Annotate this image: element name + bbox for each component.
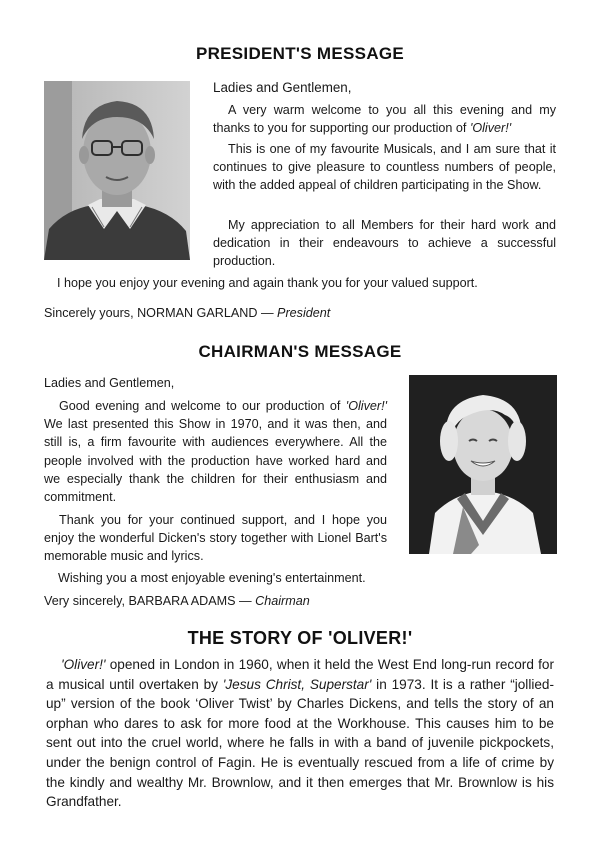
president-paragraph-2: This is one of my favourite Musicals, and I am sure that it continues to give pleasure to countless numbers of people, with the added appeal of children participating in the Show. [213,142,556,193]
story-jesus-christ-superstar: 'Jesus Christ, Superstar' [222,676,372,692]
story-paragraph [46,655,554,812]
president-paragraph-3: My appreciation to all Members for their hard work and dedication in their endeavours to achieve a successful production. [213,218,556,269]
president-photo [44,81,190,260]
chairman-greeting: Ladies and Gentlemen, [44,376,175,390]
president-closing: I hope you enjoy your evening and again thank you for your valued support. [57,276,478,290]
president-title: President [277,306,331,320]
chairman-signoff [44,592,310,610]
chairman-signoff-text: Very sincerely, BARBARA ADAMS — [44,594,256,608]
chairman-wishing: Wishing you a most enjoyable evening's entertainment. [58,571,366,585]
chairman-show-title: 'Oliver!' [345,399,387,413]
president-greeting: Ladies and Gentlemen, [213,80,352,95]
president-portrait-image [44,81,190,260]
chairman-title: Chairman [255,594,310,608]
chairman-portrait-image [409,375,557,554]
chairman-paragraph-1-text-a: Good evening and welcome to our production of [59,399,346,413]
chairman-paragraph-1 [44,397,387,506]
story-show-title: 'Oliver!' [61,657,106,672]
president-show-title: 'Oliver!' [469,121,512,136]
story-text-1: opened in London in 1960, when it held the West End long-run record for a musical until overtaken by [46,657,554,692]
chairman-paragraph-1-text-b: We last presented this Show in 1970, and it was then, and still is, a firm favourite with audiences everywhere. All the people involved with the production have worked hard and we especially thank the children for their enthusiasm and commitment. [44,417,387,505]
story-text-2: in 1973. It is a rather “jollied-up” version of the book ‘Oliver Twist’ by Charles Dickens, and tells the story of an orphan who dares to ask for more food at the Workhouse. This causes him to be sent out into the cruel world, where he falls in with a band of juvenile pickpockets, under the benign control of Fagin. He is eventually rescued from a life of crime by the kindly and wealthy Mr. Brownlow, and it then emerges that Mr. Brownlow is his Grandfather. [46,676,555,810]
chairman-photo [409,375,557,554]
president-heading: PRESIDENT'S MESSAGE [195,44,405,63]
story-heading: THE STORY OF 'OLIVER!' [187,628,413,648]
chairman-heading: CHAIRMAN'S MESSAGE [198,342,402,361]
president-signoff [44,304,330,322]
president-paragraph-1-text: A very warm welcome to you all this evening and my thanks to you for supporting our production of [213,103,556,136]
president-signoff-text: Sincerely yours, NORMAN GARLAND — [44,306,278,320]
president-paragraph-1 [213,101,556,137]
chairman-paragraph-2: Thank you for your continued support, and I hope you enjoy the wonderful Dicken's story together with Lionel Bart's memorable music and lyrics. [44,513,387,564]
